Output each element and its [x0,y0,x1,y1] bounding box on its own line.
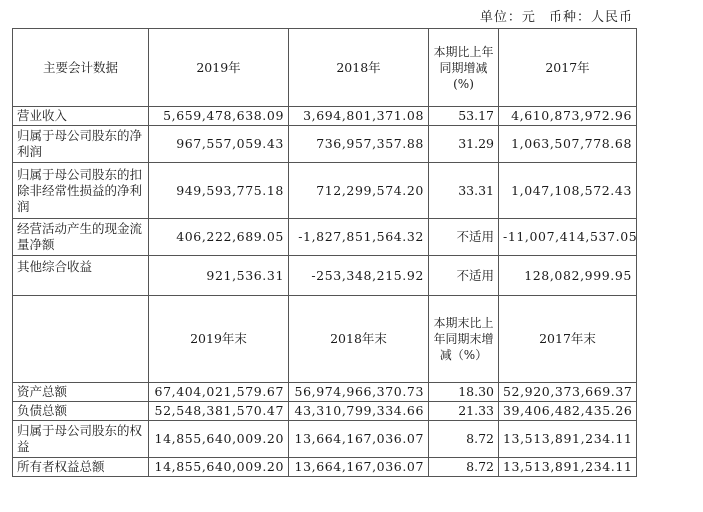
value-2017: 4,610,873,972.96 [499,107,637,126]
table-row [13,219,637,256]
value-2017: 52,920,373,669.37 [499,383,637,402]
row-label: 负债总额 [13,402,149,421]
value-2019: 5,659,478,638.09 [149,107,289,126]
row-label: 其他综合收益 [13,256,149,296]
value-2018: 13,664,167,036.07 [289,458,429,477]
header-2019-end: 2019年末 [149,296,289,383]
value-change: 不适用 [429,256,499,296]
value-2019: 949,593,775.18 [149,163,289,219]
unit-label: 单位：元 [479,10,536,25]
value-2018: 13,664,167,036.07 [289,421,429,458]
table-row [13,383,637,402]
value-change: 33.31 [429,163,499,219]
value-2017: 13,513,891,234.11 [499,421,637,458]
table-row [13,402,637,421]
value-2018: -253,348,215.92 [289,256,429,296]
value-2019: 14,855,640,009.20 [149,421,289,458]
value-2019: 967,557,059.43 [149,126,289,163]
value-2017: 39,406,482,435.26 [499,402,637,421]
value-2018: 736,957,357.88 [289,126,429,163]
section2-header-row [13,296,637,383]
value-2018: 712,299,574.20 [289,163,429,219]
value-2017: 13,513,891,234.11 [499,458,637,477]
table-row [13,163,637,219]
header-empty [13,296,149,383]
value-2019: 921,536.31 [149,256,289,296]
header-change-end: 本期末比上年同期末增减（%） [429,296,499,383]
table-row [13,126,637,163]
value-2019: 14,855,640,009.20 [149,458,289,477]
value-2018: 3,694,801,371.08 [289,107,429,126]
value-2018: 43,310,799,334.66 [289,402,429,421]
value-change: 8.72 [429,458,499,477]
table-row [13,458,637,477]
row-label: 资产总额 [13,383,149,402]
section1-header-row [13,29,637,107]
unit-note [472,6,633,25]
header-2019: 2019年 [149,29,289,107]
row-label: 归属于母公司股东的权益 [13,421,149,458]
table-row [13,107,637,126]
value-2017: 1,063,507,778.68 [499,126,637,163]
value-2017: -11,007,414,537.05 [499,219,637,256]
row-label: 归属于母公司股东的扣除非经常性损益的净利润 [13,163,149,219]
value-2018: 56,974,966,370.73 [289,383,429,402]
value-2017: 128,082,999.95 [499,256,637,296]
currency-label: 币种：人民币 [548,10,633,25]
value-change: 不适用 [429,219,499,256]
value-change: 8.72 [429,421,499,458]
value-2017: 1,047,108,572.43 [499,163,637,219]
header-2017-end: 2017年末 [499,296,637,383]
header-change: 本期比上年同期增减(%) [429,29,499,107]
value-change: 18.30 [429,383,499,402]
table-row [13,256,637,296]
header-2017: 2017年 [499,29,637,107]
value-2019: 406,222,689.05 [149,219,289,256]
header-item: 主要会计数据 [13,29,149,107]
value-2019: 52,548,381,570.47 [149,402,289,421]
row-label: 归属于母公司股东的净利润 [13,126,149,163]
value-change: 53.17 [429,107,499,126]
key-accounting-data-table [12,28,637,477]
value-2019: 67,404,021,579.67 [149,383,289,402]
value-change: 21.33 [429,402,499,421]
row-label: 营业收入 [13,107,149,126]
row-label: 经营活动产生的现金流量净额 [13,219,149,256]
value-change: 31.29 [429,126,499,163]
row-label: 所有者权益总额 [13,458,149,477]
value-2018: -1,827,851,564.32 [289,219,429,256]
header-2018-end: 2018年末 [289,296,429,383]
header-2018: 2018年 [289,29,429,107]
table-row [13,421,637,458]
